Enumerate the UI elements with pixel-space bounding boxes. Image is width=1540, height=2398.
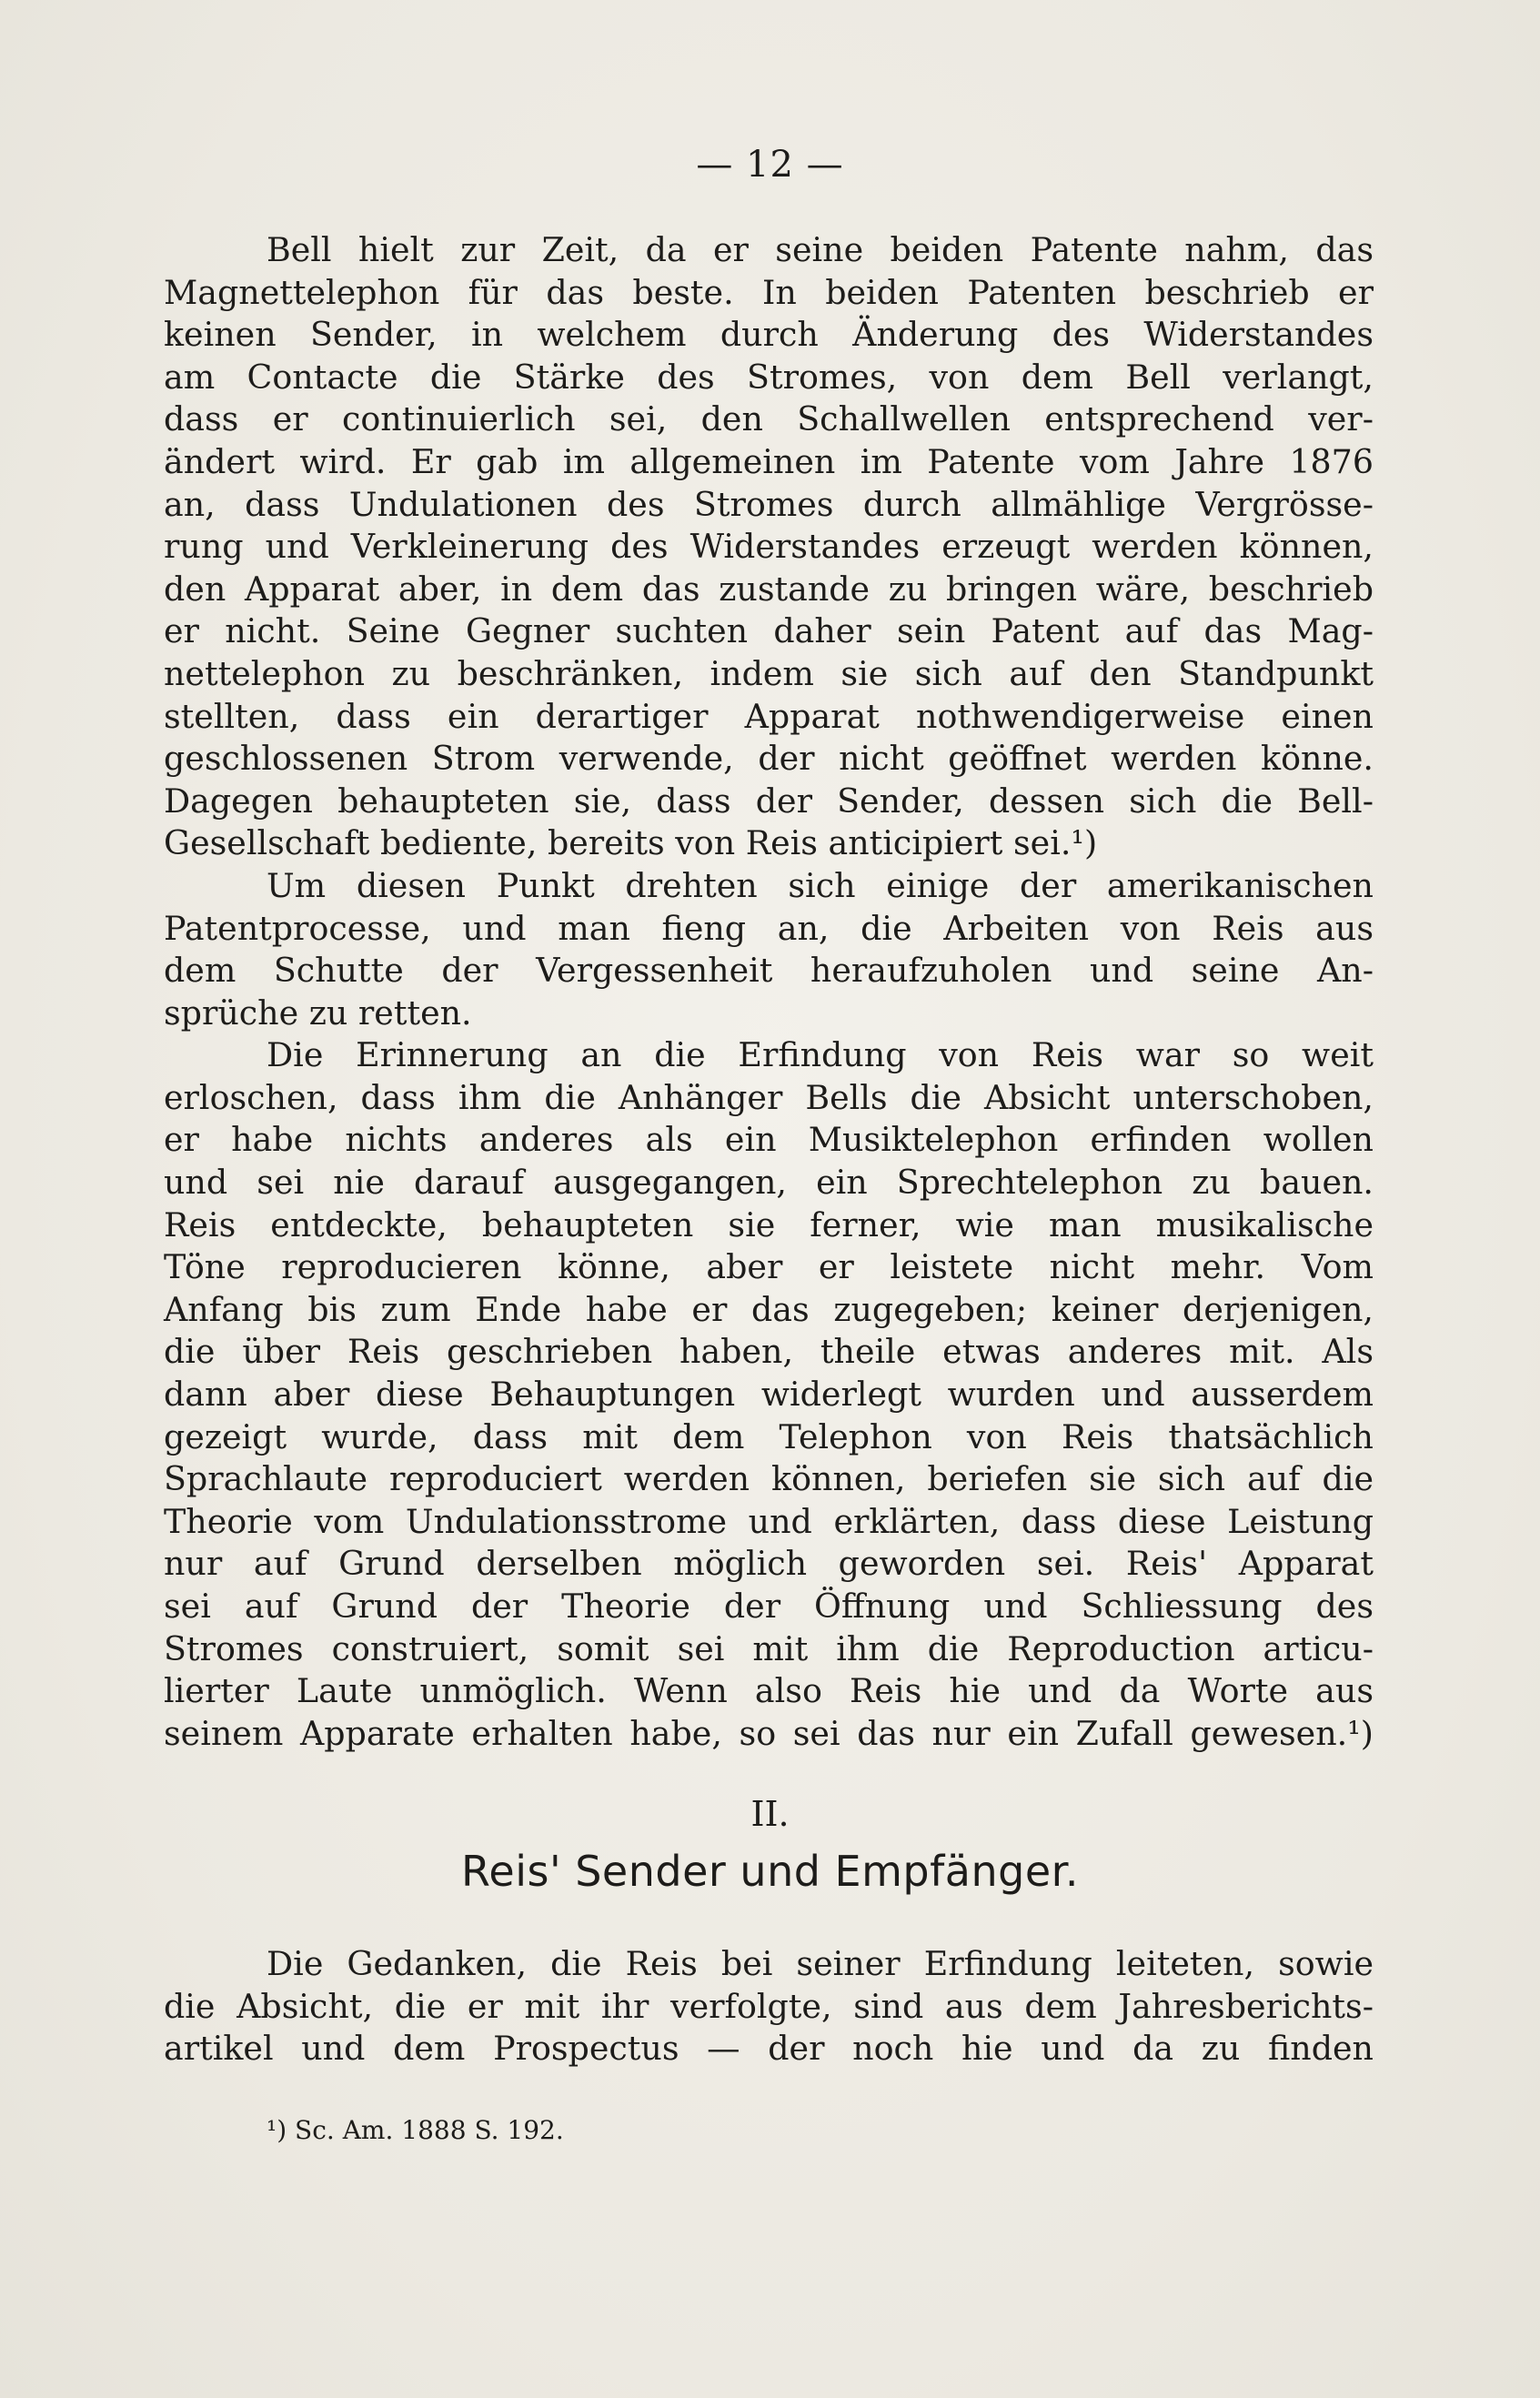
text-line: seinem Apparate erhalten habe, so sei das nur ein Zufall gewesen.¹): [164, 1713, 1374, 1753]
text-line: Reis entdeckte, behaupteten sie ferner, wie man musikalische: [164, 1204, 1374, 1244]
text-line: am Contacte die Stärke des Stromes, von dem Bell verlangt,: [164, 357, 1374, 397]
text-line: dass er continuierlich sei, den Schallwellen entsprechend ver-: [164, 399, 1374, 439]
text-line: und sei nie darauf ausgegangen, ein Sprechtelephon zu bauen.: [164, 1163, 1374, 1203]
text-line: Die Erinnerung an die Erfindung von Reis war so weit: [267, 1035, 1374, 1075]
page-number: — 12 —: [696, 144, 844, 186]
text-line: Theorie vom Undulationsstrome und erklärten, dass diese Leistung: [164, 1501, 1374, 1541]
text-line: die über Reis geschrieben haben, theile etwas anderes mit. Als: [164, 1332, 1374, 1372]
text-line: dann aber diese Behauptungen widerlegt wurden und ausserdem: [164, 1375, 1374, 1415]
text-line: an, dass Undulationen des Stromes durch allmählige Vergrösse-: [164, 484, 1374, 524]
text-line: er habe nichts anderes als ein Musiktelephon erfinden wollen: [164, 1120, 1374, 1160]
text-line: lierter Laute unmöglich. Wenn also Reis hie und da Worte aus: [164, 1671, 1374, 1711]
text-line: keinen Sender, in welchem durch Änderung des Widerstandes: [164, 315, 1374, 355]
text-line: Die Gedanken, die Reis bei seiner Erfindung leiteten, sowie: [267, 1944, 1374, 1983]
text-line: ändert wird. Er gab im allgemeinen im Patente vom Jahre 1876: [164, 441, 1374, 481]
section-title: Reis' Sender und Empfänger.: [461, 1847, 1079, 1896]
text-line: sprüche zu retten.: [164, 992, 472, 1033]
text-line: artikel und dem Prospectus — der noch hie und da zu finden: [164, 2029, 1374, 2069]
text-line: Sprachlaute reproduciert werden können, beriefen sie sich auf die: [164, 1459, 1374, 1499]
section-number: II.: [750, 1794, 790, 1834]
text-line: Magnettelephon für das beste. In beiden Patenten beschrieb er: [164, 272, 1374, 312]
text-line: Stromes construiert, somit sei mit ihm die Reproduction articu-: [164, 1628, 1374, 1668]
text-line: Gesellschaft bediente, bereits von Reis anticipiert sei.¹): [164, 823, 1098, 863]
text-line: stellten, dass ein derartiger Apparat nothwendigerweise einen: [164, 696, 1374, 736]
body-text: [164, 229, 1374, 1755]
footnote: ¹) Sc. Am. 1888 S. 192.: [267, 2115, 564, 2145]
text-line: den Apparat aber, in dem das zustande zu bringen wäre, beschrieb: [164, 569, 1374, 609]
text-line: Anfang bis zum Ende habe er das zugegeben; keiner derjenigen,: [164, 1289, 1374, 1329]
text-line: rung und Verkleinerung des Widerstandes erzeugt werden können,: [164, 527, 1374, 567]
text-line: Patentprocesse, und man fieng an, die Arbeiten von Reis aus: [164, 908, 1374, 948]
text-line: Um diesen Punkt drehten sich einige der amerikanischen: [267, 865, 1374, 905]
text-line: dem Schutte der Vergessenheit heraufzuholen und seine An-: [164, 951, 1374, 991]
section-body-text: [164, 1943, 1374, 2071]
text-line: Dagegen behaupteten sie, dass der Sender, dessen sich die Bell-: [164, 781, 1374, 821]
text-line: die Absicht, die er mit ihr verfolgte, sind aus dem Jahresberichts-: [164, 1986, 1374, 2026]
text-line: sei auf Grund der Theorie der Öffnung und Schliessung des: [164, 1587, 1374, 1626]
text-line: nettelephon zu beschränken, indem sie sich auf den Standpunkt: [164, 653, 1374, 693]
text-line: gezeigt wurde, dass mit dem Telephon von Reis thatsächlich: [164, 1416, 1374, 1456]
text-line: Töne reproducieren könne, aber er leistete nicht mehr. Vom: [164, 1247, 1374, 1287]
text-line: geschlossenen Strom verwende, der nicht geöffnet werden könne.: [164, 739, 1374, 779]
text-line: nur auf Grund derselben möglich geworden sei. Reis' Apparat: [164, 1544, 1374, 1584]
text-line: Bell hielt zur Zeit, da er seine beiden Patente nahm, das: [267, 230, 1374, 269]
text-line: erloschen, dass ihm die Anhänger Bells die Absicht unterschoben,: [164, 1077, 1374, 1117]
text-line: er nicht. Seine Gegner suchten daher sein Patent auf das Mag-: [164, 611, 1374, 651]
